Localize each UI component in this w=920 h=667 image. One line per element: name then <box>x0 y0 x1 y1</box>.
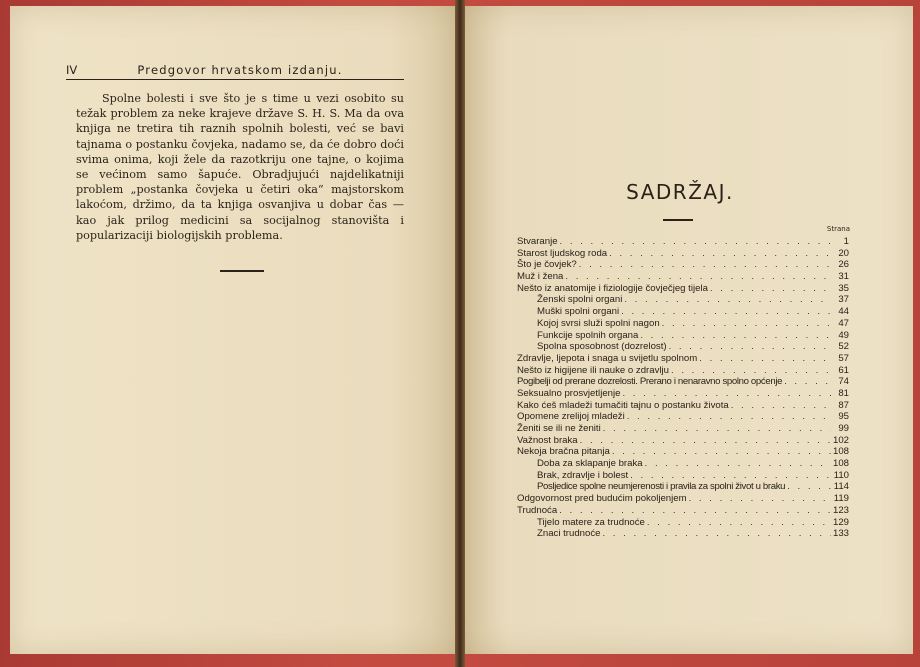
toc-entry-title: Kojoj svrsi služi spolni nagon <box>537 317 660 329</box>
toc-entry-title: Kako ćeš mladeži tumačiti tajnu o postanku života <box>517 399 729 411</box>
toc-leader-dots <box>603 423 831 435</box>
toc-entry-page: 133 <box>832 528 849 540</box>
toc-entry <box>517 294 849 306</box>
toc-leader-dots <box>627 411 831 423</box>
toc-entry-page: 61 <box>838 364 849 376</box>
toc-entry-page: 102 <box>832 434 849 446</box>
toc-leader-dots <box>559 505 831 517</box>
toc-entry <box>517 388 849 400</box>
toc-leader-dots <box>621 306 831 318</box>
toc-leader-dots <box>579 259 831 271</box>
toc-entry-title: Nekoja bračna pitanja <box>517 446 610 458</box>
table-of-contents <box>517 236 849 540</box>
toc-entry-title: Odgovornost pred budućim pokoljenjem <box>517 493 687 505</box>
toc-entry-page: 108 <box>832 446 849 458</box>
toc-entry-title: Nešto iz anatomije i fiziologije čovječjeg tijela <box>517 282 708 294</box>
toc-leader-dots <box>640 330 831 342</box>
toc-entry-page: 95 <box>838 411 849 423</box>
toc-entry-title: Opomene zrelijoj mladeži <box>517 411 625 423</box>
toc-entry-page: 31 <box>838 271 849 283</box>
toc-leader-dots <box>622 388 831 400</box>
toc-leader-dots <box>565 271 831 283</box>
toc-entry <box>517 376 849 388</box>
toc-entry <box>517 330 849 342</box>
toc-entry-title: Muški spolni organi <box>537 306 620 318</box>
toc-entry <box>517 505 849 517</box>
toc-entry <box>517 271 849 283</box>
toc-entry-page: 110 <box>833 469 849 481</box>
toc-entry <box>517 306 849 318</box>
section-divider-right <box>663 219 693 221</box>
toc-entry-title: Važnost braka <box>517 434 578 446</box>
toc-entry-title: Spolna sposobnost (dozrelost) <box>537 341 667 353</box>
toc-entry-title: Muž i žena <box>517 271 564 283</box>
toc-entry-page: 99 <box>838 423 849 434</box>
toc-entry-page: 114 <box>833 481 849 493</box>
toc-leader-dots <box>647 517 831 529</box>
running-header <box>66 63 404 80</box>
toc-entry-title: Što je čovjek? <box>517 259 577 271</box>
running-title: Predgovor hrvatskom izdanju. <box>137 63 343 77</box>
toc-entry <box>517 458 849 470</box>
toc-entry-title: Pogibelji od prerane dozrelosti. Prerano i nenaravno spolno općenje <box>517 376 783 388</box>
toc-leader-dots <box>662 318 831 330</box>
toc-entry-page: 57 <box>838 352 849 364</box>
toc-leader-dots <box>710 283 831 295</box>
toc-entry-page: 47 <box>838 317 849 329</box>
toc-entry-page: 44 <box>838 306 849 318</box>
toc-leader-dots <box>602 528 831 540</box>
toc-entry-page: 1 <box>843 236 849 247</box>
toc-leader-dots <box>787 481 831 493</box>
toc-entry <box>517 341 849 353</box>
toc-leader-dots <box>612 446 831 458</box>
toc-entry <box>517 446 849 458</box>
toc-entry <box>517 493 849 505</box>
toc-leader-dots <box>689 493 831 505</box>
toc-entry-title: Seksualno prosvjetljenje <box>517 387 621 399</box>
toc-entry-page: 35 <box>838 282 849 294</box>
page-column-label: Strana <box>826 225 850 233</box>
page-number: IV <box>66 63 78 77</box>
toc-entry-title: Doba za sklapanje braka <box>537 458 643 470</box>
toc-entry-page: 37 <box>838 294 849 306</box>
toc-entry-page: 108 <box>832 458 849 470</box>
toc-entry-title: Brak, zdravlje i bolest <box>537 469 629 481</box>
toc-leader-dots <box>784 376 831 388</box>
toc-entry-title: Ženski spolni organi <box>537 294 623 306</box>
toc-leader-dots <box>699 353 831 365</box>
toc-entry <box>517 236 849 248</box>
toc-leader-dots <box>671 365 831 377</box>
toc-entry <box>517 259 849 271</box>
toc-entry-page: 129 <box>832 516 849 528</box>
toc-entry <box>517 365 849 377</box>
toc-entry-page: 49 <box>838 329 849 341</box>
toc-leader-dots <box>609 248 831 260</box>
toc-entry <box>517 248 849 260</box>
toc-entry-page: 81 <box>838 387 849 399</box>
toc-entry-title: Funkcije spolnih organa <box>537 329 639 341</box>
toc-entry-page: 26 <box>838 259 849 271</box>
toc-entry-title: Starost ljudskog roda <box>517 247 608 259</box>
toc-entry <box>517 481 849 493</box>
toc-entry-title: Stvaranje <box>517 236 558 247</box>
toc-entry-page: 119 <box>833 493 849 505</box>
toc-entry <box>517 283 849 295</box>
toc-leader-dots <box>580 435 831 447</box>
toc-entry-title: Znaci trudnoće <box>537 528 601 540</box>
toc-title: SADRŽAJ. <box>626 180 734 204</box>
toc-entry-title: Nešto iz higijene ili nauke o zdravlju <box>517 364 669 376</box>
toc-entry <box>517 528 849 540</box>
toc-entry-page: 123 <box>832 504 849 516</box>
toc-entry-title: Tijelo matere za trudnoće <box>537 516 645 528</box>
toc-entry-page: 52 <box>838 341 849 353</box>
toc-entry <box>517 400 849 412</box>
toc-entry-page: 87 <box>838 399 849 411</box>
toc-leader-dots <box>669 341 831 353</box>
toc-leader-dots <box>560 236 831 248</box>
book-gutter <box>455 0 465 667</box>
toc-leader-dots <box>630 470 831 482</box>
preface-paragraph: Spolne bolesti i sve što je s time u vezi osobito su težak problem za neke krajeve države S. H. S. Ma da ova knjiga ne tretira tih raznih spolnih bolesti, već se bavi tajnama o postanku čovjeka, nadamo se, da će dobro doći svima onima, koji žele da razotkriju one tajne, o kojima se većinom samo šapuće. Obradjujući najdelikatniji problem „postanka čovjeka u četiri oka“ majstorskom lakoćom, držimo, da ta knjiga osvanjiva u dobar čas — kao jak prilog medicini sa socijalnog stanovišta i popularizaciji biologijskih problema. <box>76 92 404 242</box>
toc-entry-page: 74 <box>838 376 849 388</box>
toc-entry-title: Trudnoća <box>517 504 558 516</box>
toc-entry <box>517 411 849 423</box>
toc-entry-page: 20 <box>838 247 849 259</box>
toc-leader-dots <box>731 400 831 412</box>
toc-entry <box>517 517 849 529</box>
toc-leader-dots <box>645 458 831 470</box>
toc-entry-title: Zdravlje, ljepota i snaga u svijetlu spolnom <box>517 352 698 364</box>
toc-entry <box>517 318 849 330</box>
toc-entry-title: Ženiti se ili ne ženiti <box>517 423 601 434</box>
toc-entry-title: Posljedice spolne neumjerenosti i pravila za spolni život u braku <box>537 481 786 493</box>
toc-leader-dots <box>624 294 831 306</box>
toc-entry <box>517 353 849 365</box>
toc-entry <box>517 423 849 435</box>
section-divider-left <box>220 270 264 272</box>
toc-entry <box>517 435 849 447</box>
toc-entry <box>517 470 849 482</box>
